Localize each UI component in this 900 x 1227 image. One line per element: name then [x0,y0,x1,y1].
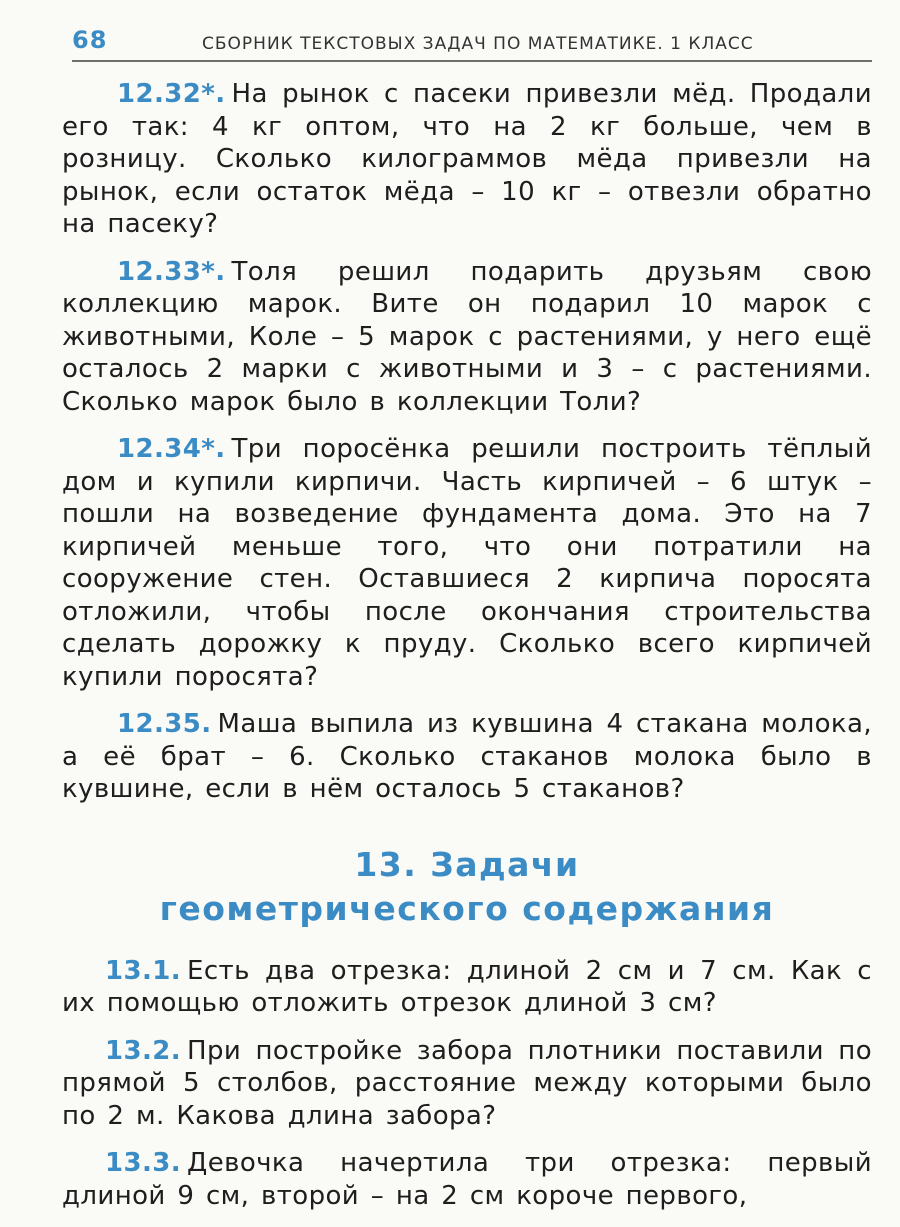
problem-number: 12.35. [117,709,212,739]
page-content [62,78,872,1227]
section-title-line2: геометрического содержания [159,888,775,928]
page-header [72,26,872,62]
problem-text: Есть два отрезка: длиной 2 см и 7 см. Как с их помощью отложить отрезок длиной 3 см? [62,955,872,1018]
section-title [62,843,872,931]
problem-number: 12.33*. [117,256,226,287]
problem-number: 13.2. [105,1035,182,1066]
problem-text: При постройке забора плотники поставили по прямой 5 столбов, расстояние между которыми было по 2 м. Какова длина забора? [62,1035,872,1131]
problem-12-34 [62,433,872,693]
problem-number: 13.1. [105,955,182,986]
problem-text: Маша выпила из кувшина 4 стакана молока, а её брат – 6. Сколько стаканов молока было в кувшине, если в нём осталось 5 стаканов? [62,709,872,804]
problem-number: 13.3. [105,1148,182,1178]
problem-13-3 [62,1147,872,1212]
problem-12-35 [62,708,872,806]
problem-12-33 [62,256,872,419]
page-number: 68 [72,26,108,54]
problem-text: Толя решил подарить друзьям свою коллекцию марок. Вите он подарил 10 марок с животными, Коле – 5 марок с растениями, у него ещё осталось 2 марки с животными и 3 – с растениями. Сколько марок было в коллекции Толи? [62,256,872,417]
problem-number: 12.34*. [117,434,226,464]
section-title-line1: 13. Задачи [354,844,580,884]
problem-text: Девочка начертила три отрезка: первый длиной 9 см, второй – на 2 см короче первого, [62,1148,872,1211]
problem-13-2 [62,1035,872,1133]
problem-text: Три поросёнка решили построить тёплый дом и купили кирпичи. Часть кирпичей – 6 штук – пошли на возведение фундамента дома. Это на 7 кирпичей меньше того, что они потратили на сооружение стен. Оставшиеся 2 кирпича поросята отложили, чтобы после окончания строительства сделать дорожку к пруду. Сколько всего кирпичей купили поросята? [62,434,872,692]
problem-12-32 [62,78,872,241]
problem-13-1 [62,955,872,1020]
running-title: СБОРНИК ТЕКСТОВЫХ ЗАДАЧ ПО МАТЕМАТИКЕ. 1 КЛАСС [202,34,754,54]
problem-number: 12.32*. [117,79,226,109]
section-13-problems [62,955,872,1213]
problem-text: На рынок с пасеки привезли мёд. Продали его так: 4 кг оптом, что на 2 кг больше, чем в розницу. Сколько килограммов мёда привезли на рынок, если остаток мёда – 10 кг – отвезли обратно на пасеку? [62,79,872,239]
